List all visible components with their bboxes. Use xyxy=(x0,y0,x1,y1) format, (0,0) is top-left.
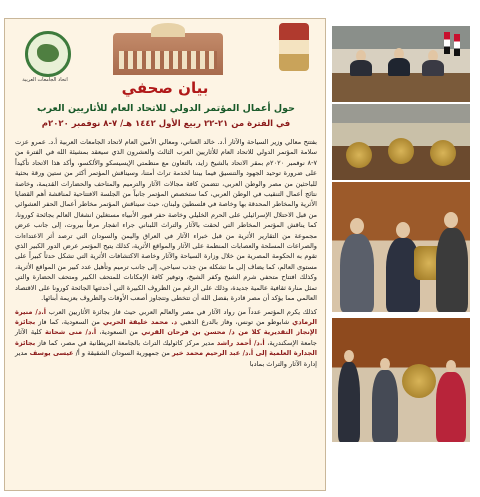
flag-icon xyxy=(454,34,460,56)
award-ceremony-photo xyxy=(332,182,470,312)
winner-name: إلى أ.د/ عبد الرحيم محمد خير xyxy=(172,349,267,358)
person-head xyxy=(344,350,354,362)
document-header xyxy=(5,19,325,95)
award-plaques-photo xyxy=(332,104,470,180)
winner-note: كلية الآثار جامعة الإسكندرية، xyxy=(15,328,317,347)
person-figure xyxy=(422,60,444,76)
winner-note: مدير مركز كاثوليك التراث بالجامعة البريطانية في مصر، كما فاز xyxy=(37,338,215,347)
winner-name: أ.د/ منيرة الرمادي xyxy=(15,307,317,326)
logo-caption: اتحاد الجامعات العربية xyxy=(22,77,68,83)
person-head xyxy=(446,360,456,372)
paragraph-main: بفتتح معالي وزير السياحة والآثار أ.د. خالد العناني، ومعالي الأمين العام لاتحاد الجامعات العربية أ.د. عمرو عزت سلامة المؤتمر الدولي للاتحاد العام للأثاريين العرب الثالث والعشرون الذي سيعقد بمشيئة الله في الفترة من ٧-٨ نوفمبر ٢٠٢٠م بمقر الاتحاد بالشيخ زايد، بالتعاون مع منظمتي الإيسيسكو والألكسو، وأكد هذا الاتحاد تأكيداً على ضرورة توحيد الجهود والتنسيق فيما بيننا لخدمة تراث أمتنا، وسيناقش المؤتمر أكثر من ستين ورقة بحثية للباحثين من مصر والوطن العربي، تتضمن كافة مجالات الآثار والترميم والمتاحف والحضارات القديمة، وخاصة نتائج أعمال التنقيب في الوطن العربي، كما ستخصص المؤتمر جانباً من الجلسة الافتتاحية لمناقشة أهم القضايا الأثرية والمخاطر المحدقة بها وخاصة في فلسطين ولبنان، حيث سيناقش المؤتمر مخاطر أعمال الحفر العشوائي من قبل الاحتلال الإسرائيلي على الحرم الخليلي وخاصة حفر قبور الأنبياء مستغلين انشغال العالم بجائحة كورونا، كما يناقش المؤتمر المخاطر التي لحقت بالآثار والتراث اللبناني جراء انفجار مرفأ بيروت، إلى جانب عرض مجموعة من التقارير الأثرية من قبل خبراء الآثار في العراق واليمن والسودان التي ترصد أثر الاعتداءات والصراعات المسلحة والعصابات المنظمة على الآثار والمواقع الأثرية، كذلك يتيح المؤتمر عرض الدور الكبير الذي تقوم به الحكومة المصرية من خلال وزارة السياحة والآثار وخاصة الاكتشافات الأثرية التي تشكل حدثاً كبيراً على مستوى العالم، كما يضاف إلى ما تشكله من جذب سياحي، إلى جانب ترميم وتأهيل عدد كبير من المواقع الأثرية، وكذلك افتتاح متحفي شرم الشيخ وكفر الشيخ، وتوفير كافة الإمكانات للمتحف الكبير ومتحف الحضارة والتي تمثل منارة ثقافية عالمية جديدة، وذلك على الرغم من الظروف الكبيرة التي أحدثتها الجائحة كورونا على الاقتصاد العالمي مما يؤكد أن مصر قادرة بفضل الله أن تتخطى وتتجاوز أصعب الأوقات والظروف بعزيمة أبنائها. xyxy=(15,138,317,303)
winner-note: من السعودية، كما فاز xyxy=(38,317,100,326)
paragraph-awards xyxy=(15,307,317,369)
winner-name: د. محمد خليفة الحربي xyxy=(102,317,178,326)
winner-name: أ.د/ أحمد راشد xyxy=(216,338,265,347)
person-figure xyxy=(372,370,398,442)
awards-intro: كذلك يكرم المؤتمر عدداً من رواد الآثار في مصر والعالم العربي حيث فاز بجائزة الأثاريين العرب xyxy=(48,307,317,316)
winner-note: مدير إدارة الآثار والتراث بمادبا xyxy=(15,349,317,368)
conference-panel-photo xyxy=(332,26,470,102)
press-release-document xyxy=(4,18,326,491)
document-dates: في الفترة من ٢١-٢٢ ربيع الأول ١٤٤٢ هـ/ ٧-٨ نوفمبر ٢٠٢٠م xyxy=(41,119,291,129)
plaque-icon xyxy=(388,138,414,164)
person-head xyxy=(444,212,458,228)
building-image xyxy=(113,33,223,75)
arab-universities-union-logo xyxy=(25,31,71,77)
arab-archaeologists-union-logo xyxy=(279,23,309,71)
winner-note: شابوطو من تونس، وفاز بالدرع الذهبي xyxy=(180,317,290,326)
document-body xyxy=(15,137,317,372)
person-figure xyxy=(436,372,466,442)
document-subtitle: حول أعمال المؤتمر الدولي للاتحاد العام للأثاريين العرب xyxy=(37,103,295,114)
person-figure xyxy=(388,58,410,76)
plaque-icon xyxy=(346,142,372,168)
winner-name: كلا من د/ محسن بن فرحان القرني xyxy=(141,328,261,337)
award-name: بجائزة الجدارة العلمية xyxy=(15,338,317,358)
award-name: بجائزة الإنجاز التقديرية xyxy=(15,317,317,337)
medallion-icon xyxy=(402,364,436,398)
person-figure xyxy=(340,234,374,312)
winner-name: عيسى يوسف xyxy=(29,349,74,358)
person-head xyxy=(380,358,390,370)
group-award-photo xyxy=(332,318,470,442)
person-head xyxy=(350,218,364,234)
document-title: بيان صحفي xyxy=(121,79,209,97)
winner-note: من السعودية، xyxy=(99,328,138,337)
winner-name: أ.د/ منى شحاتة xyxy=(45,328,97,337)
winner-note: من جمهورية السودان الشقيقة و أ/ xyxy=(75,349,170,358)
plaque-icon xyxy=(430,140,456,166)
person-figure xyxy=(338,362,360,442)
flag-icon xyxy=(444,32,450,54)
person-head xyxy=(396,222,410,238)
person-figure xyxy=(350,60,372,76)
person-figure xyxy=(436,228,468,312)
